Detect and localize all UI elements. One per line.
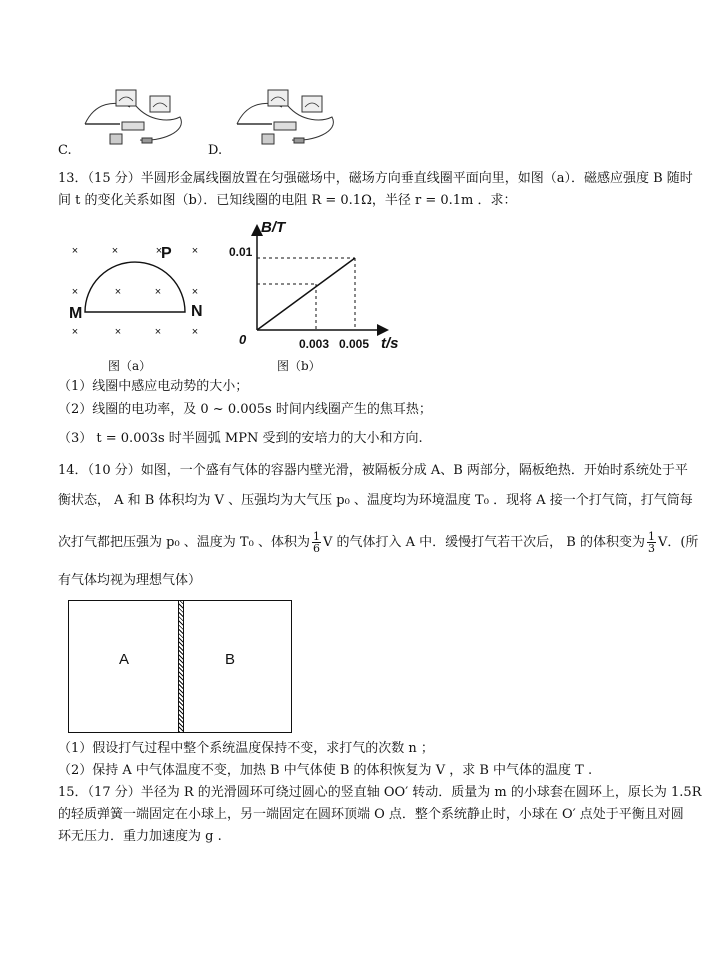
field-cross: × — [191, 326, 199, 338]
q15-line-2: 的轻质弹簧一端固定在小球上，另一端固定在圆环顶端 O 点．整个系统静止时，小球在 O′ 点处于平衡且对圆 — [58, 807, 684, 822]
field-cross: × — [154, 326, 162, 338]
option-d-label: D. — [208, 143, 223, 158]
point-m-label: M — [69, 305, 83, 322]
circuit-diagram-c — [80, 82, 190, 152]
figure-b-bt-graph — [229, 218, 415, 358]
origin-label: 0 — [239, 332, 247, 347]
x-tick-0005: 0.005 — [339, 337, 370, 351]
q14-line-3-part-c: V．(所 — [657, 535, 699, 550]
field-cross: × — [71, 286, 79, 298]
figure-a-semicircle-coil — [65, 232, 225, 342]
q14-line-1: 14．（10 分）如图，一个盛有气体的容器内壁光滑，被隔板分成 A、B 两部分，隔板绝热．开始时系统处于平 — [58, 463, 688, 478]
circuit-diagram-d — [232, 82, 342, 152]
partition-board — [178, 601, 184, 732]
q14-line-3-part-a: 次打气都把压强为 p₀ 、温度为 T₀ 、体积为 — [58, 535, 310, 550]
q14-line-3 — [58, 529, 698, 557]
q15-line-3: 环无压力．重力加速度为 g . — [58, 829, 222, 844]
option-c-label: C. — [58, 143, 72, 158]
fraction-one-sixth: $\frac{1}{6}$ — [312, 530, 320, 555]
q13-line-2: 间 t 的变化关系如图（b）．已知线圈的电阻 R = 0.1Ω，半径 r = 0.1m ．求： — [58, 193, 517, 208]
figure-a-caption: 图（a） — [108, 359, 152, 373]
q14-line-2: 衡状态， A 和 B 体积均为 V 、压强均为大气压 p₀ 、温度均为环境温度 T₀ ．现将 A 接一个打气筒，打气筒每 — [58, 493, 693, 508]
field-cross: × — [111, 245, 119, 257]
q14-sub-2: （2）保持 A 中气体温度不变，加热 B 中气体使 B 的体积恢复为 V ，求 B 中气体的温度 T . — [58, 763, 593, 778]
x-axis-label: t/s — [381, 335, 399, 352]
figure-b-caption: 图（b） — [277, 359, 321, 373]
field-cross: × — [191, 286, 199, 298]
point-p-label: P — [161, 245, 172, 262]
semicircle-arc — [85, 262, 185, 312]
x-tick-0003: 0.003 — [299, 337, 330, 351]
q14-line-4: 有气体均视为理想气体） — [58, 573, 202, 588]
field-cross: × — [154, 286, 162, 298]
q14-line-3-part-b: V 的气体打入 A 中．缓慢打气若干次后， B 的体积变为 — [322, 535, 645, 550]
field-cross: × — [71, 326, 79, 338]
field-cross: × — [71, 245, 79, 257]
field-cross: × — [155, 245, 163, 257]
q13-sub-3: （3） t = 0.003s 时半圆弧 MPN 受到的安培力的大小和方向. — [58, 431, 423, 446]
q13-line-1: 13．（15 分）半圆形金属线圈放置在匀强磁场中，磁场方向垂直线圈平面向里，如图（a）．磁感应强度 B 随时 — [58, 171, 693, 186]
point-n-label: N — [191, 303, 203, 320]
bt-line — [257, 258, 355, 330]
y-tick-001: 0.01 — [229, 245, 253, 259]
q14-sub-1: （1）假设打气过程中整个系统温度保持不变，求打气的次数 n ； — [58, 741, 434, 756]
field-cross: × — [114, 326, 122, 338]
q13-sub-2: （2）线圈的电功率，及 0 ~ 0.005s 时间内线圈产生的焦耳热； — [58, 402, 432, 417]
container-diagram — [68, 600, 292, 733]
q13-sub-1: （1）线圈中感应电动势的大小； — [58, 379, 249, 394]
y-axis-label: B/T — [261, 219, 286, 236]
field-cross: × — [114, 286, 122, 298]
chamber-a-label: A — [119, 651, 130, 668]
field-cross: × — [191, 245, 199, 257]
chamber-b-label: B — [225, 651, 236, 668]
q15-line-1: 15．（17 分）半径为 R 的光滑圆环可绕过圆心的竖直轴 OO′ 转动．质量为 m 的小球套在圆环上，原长为 1.5R — [58, 785, 702, 800]
fraction-one-third: $\frac{1}{3}$ — [647, 530, 655, 555]
